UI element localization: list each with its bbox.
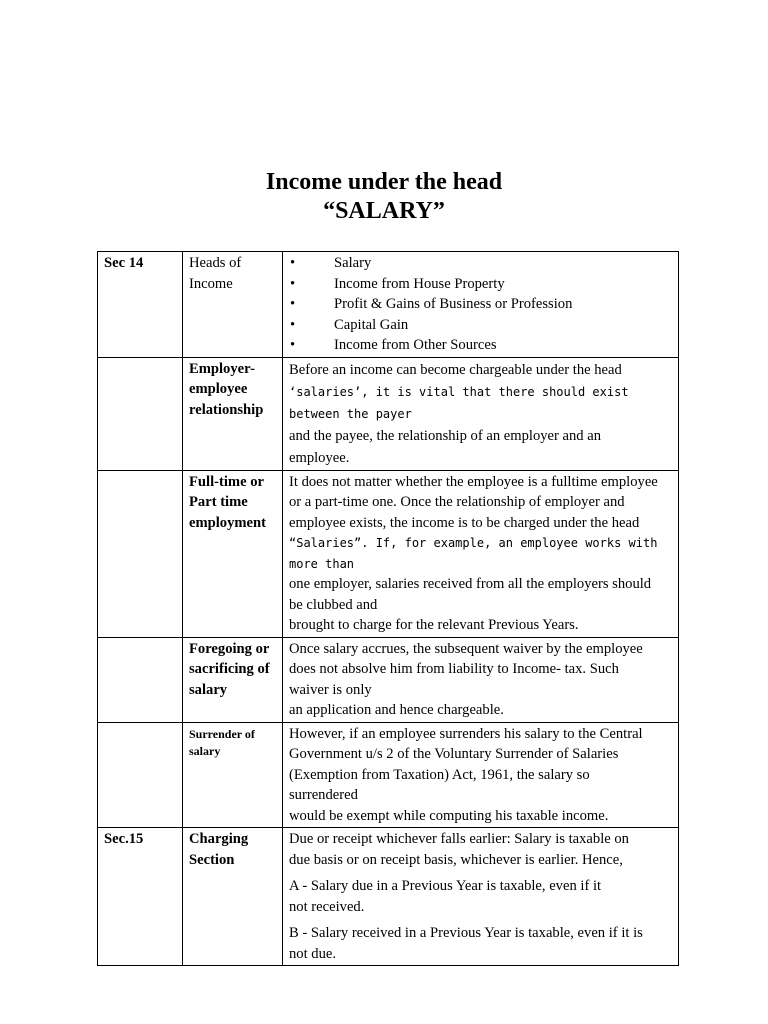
topic-cell: Surrender of salary	[183, 722, 283, 828]
content-cell	[283, 252, 679, 358]
topic-cell: Heads of Income	[183, 252, 283, 358]
table-row	[98, 252, 679, 358]
table-row	[98, 470, 679, 637]
table-row	[98, 357, 679, 470]
table-row	[98, 637, 679, 722]
page-title	[0, 168, 768, 226]
table-row	[98, 828, 679, 966]
bullet-icon: •	[290, 337, 296, 354]
content-cell: It does not matter whether the employee is a fulltime employee or a part-time one. Once the relationship of employer and employee exists, the income is to be charged under the head “Salaries”. If, for example, an employee works with more than one employer, salaries received from all the employers should be clubbed and brought to charge for the relevant Previous Years.	[283, 470, 679, 637]
heads-of-income-list	[289, 253, 672, 356]
content-cell: Once salary accrues, the subsequent waiver by the employee does not absolve him from liability to Income- tax. Such waiver is only an application and hence chargeable.	[283, 637, 679, 722]
section-cell: Sec 14	[98, 252, 183, 358]
list-item: • Profit & Gains of Business or Profession	[289, 294, 672, 315]
section-cell	[98, 357, 183, 470]
bullet-icon: •	[290, 255, 296, 271]
list-item: • Capital Gain	[289, 315, 672, 336]
list-item: • Income from Other Sources	[289, 335, 672, 356]
bullet-icon: •	[290, 275, 296, 292]
section-cell	[98, 637, 183, 722]
title-line-1: Income under the head	[265, 169, 503, 195]
topic-cell: Charging Section	[183, 828, 283, 966]
section-cell	[98, 470, 183, 637]
content-cell: Due or receipt whichever falls earlier: Salary is taxable on due basis or on receipt basis, whichever is earlier. Hence, A - Salary due in a Previous Year is taxable, even if it not received. B - Salary received in a Previous Year is taxable, even if it is not due.	[283, 828, 679, 966]
content-cell: However, if an employee surrenders his salary to the Central Government u/s 2 of the Voluntary Surrender of Salaries (Exemption from Taxation) Act, 1961, the salary so surrendered would be exempt while computing his taxable income.	[283, 722, 679, 828]
salary-table	[97, 251, 679, 966]
title-line-2: “SALARY”	[323, 198, 445, 224]
table-row	[98, 722, 679, 828]
topic-cell: Full-time or Part time employment	[183, 470, 283, 637]
section-cell: Sec.15	[98, 828, 183, 966]
list-item: • Salary	[289, 253, 672, 274]
content-cell: Before an income can become chargeable under the head ‘salaries’, it is vital that there should exist between the payer and the payee, the relationship of an employer and an employee.	[283, 357, 679, 470]
section-cell	[98, 722, 183, 828]
bullet-icon: •	[290, 296, 296, 313]
bullet-icon: •	[290, 316, 296, 333]
topic-cell: Foregoing or sacrificing of salary	[183, 637, 283, 722]
list-item: • Income from House Property	[289, 274, 672, 295]
topic-cell: Employer- employee relationship	[183, 357, 283, 470]
